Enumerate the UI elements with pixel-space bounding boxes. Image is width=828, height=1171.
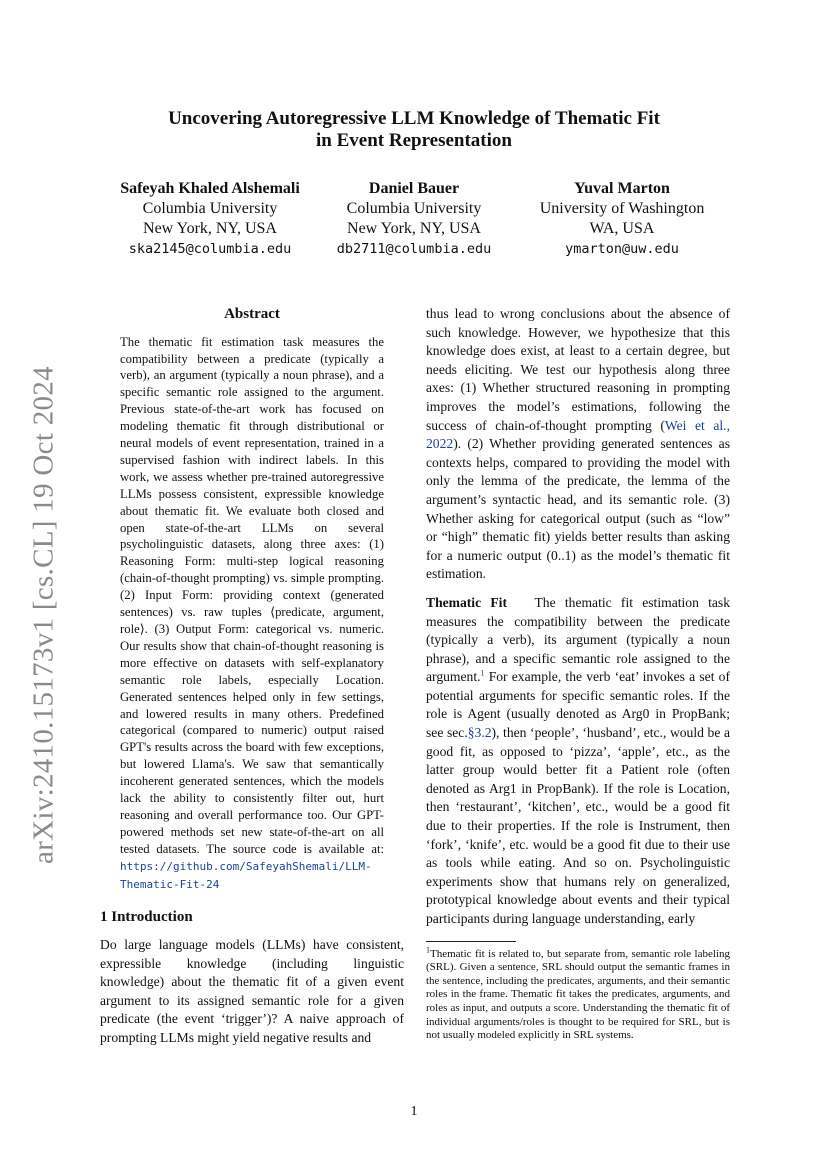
author-1	[100, 179, 320, 259]
title-line-1: Uncovering Autoregressive LLM Knowledge of Thematic Fit	[168, 108, 660, 129]
author-2	[304, 179, 524, 259]
footnote	[426, 944, 730, 1043]
citation-wei[interactable]: Wei et al., 2022	[426, 417, 730, 452]
author-affiliation: University of Washington	[539, 200, 705, 217]
thematic-fit-paragraph	[426, 594, 730, 929]
thematic-fit-heading: Thematic Fit	[426, 594, 507, 610]
author-location: New York, NY, USA	[143, 220, 277, 237]
left-column	[100, 305, 404, 1048]
author-email: ska2145@columbia.edu	[128, 241, 292, 257]
right-column	[426, 305, 730, 1043]
section-reference[interactable]: §3.2	[467, 725, 492, 741]
abstract-heading: Abstract	[224, 306, 280, 322]
author-3	[512, 179, 732, 259]
arxiv-id-text: arXiv:2410.15173v1 [cs.CL] 19 Oct 2024	[27, 366, 60, 864]
author-affiliation: Columbia University	[142, 200, 278, 217]
author-name: Safeyah Khaled Alshemali	[120, 180, 300, 197]
author-email: ymarton@uw.edu	[565, 241, 679, 257]
paragraph-gap	[426, 584, 730, 594]
author-email: db2711@columbia.edu	[336, 241, 492, 257]
author-location: WA, USA	[589, 220, 655, 237]
page-number: 1	[410, 1104, 418, 1119]
paragraph-text: thus lead to wrong conclusions about the absence of such knowledge. However, we hypothesize that this knowledge does exist, at least to a certain degree, but needs eliciting. We test our hypothesis along three axes: (1) Whether structured reasoning in prompting improves the model’s estimations, following the success of chain-of-thought prompting (	[426, 306, 730, 433]
author-location: New York, NY, USA	[347, 220, 481, 237]
footnote-number: 1	[426, 944, 430, 954]
abstract-text: The thematic fit estimation task measures the compatibility between a predicate (typically a verb), an argument (typically a noun phrase), and a specific semantic role assigned to the argument. Previous state-of-the-art work has focused on modeling thematic fit through distributional or neural models of event representation, trained in a supervised fashion with indirect labels. In this work, we assess whether pre-trained autoregressive LLMs possess consistent, expressible knowledge about thematic fit. We evaluate both closed and open state-of-the-art LLMs on several psycholinguistic datasets, along three axes: (1) Reasoning Form: multi-step logical reasoning (chain-of-thought prompting) vs. simple prompting. (2) Input Form: providing context (generated sentences) vs. raw tuples ⟨predicate, argument, role⟩. (3) Output Form: categorical vs. numeric. Our results show that chain-of-thought reasoning is more effective on datasets with self-explanatory semantic role labels, especially Location. Generated sentences helped only in few settings, and lowered results in many others. Predefined categorical (compared to numeric) output raised GPT's results across the board with few exceptions, but lowered Llama's. We saw that semantically incoherent generated sentences, which the models lack the ability to consistently filter out, hurt reasoning and overall performance too. Our GPT-powered methods set new state-of-the-art on all tested datasets. The source code is available at:	[120, 334, 384, 856]
paragraph-text: ), then ‘people’, ‘husband’, etc., would be a good fit, as opposed to ‘pizza’, ‘apple’, etc., as the latter group would better fit a Patient role (often denoted as Arg1 in PropBank). If the role is Location, then ‘restaurant’, ‘kitchen’, etc., would be a good fit due to their properties. If the role is Instrument, then ‘fork’, ‘knife’, etc. would be a good fit due to their use as tools while eating. And so on. Psycholinguistic experiments show that humans rely on generalized, prototypical knowledge about events and their typical participants during language understanding, early	[426, 725, 730, 926]
paragraph-text: The thematic fit estimation task measures the compatibility between the predicate (typically a verb), its argument (typically a noun phrase), and a specific semantic role assigned to the argument.	[426, 594, 731, 685]
arxiv-identifier	[20, 365, 68, 865]
paper-title	[100, 108, 728, 152]
hypothesis-paragraph	[426, 305, 730, 584]
paragraph-text: ). (2) Whether providing generated sentences as contexts helps, compared to providing the model with only the lemma of the predicate, the lemma of the argument’s syntactic head, and its semantic role. (3) Whether asking for categorical output (such as “low” or “high” thematic fit) yields better results than asking for a numeric output (0..1) as the model’s thematic fit estimation.	[426, 436, 730, 582]
author-name: Daniel Bauer	[368, 180, 460, 197]
footnote-text: Thematic fit is related to, but separate from, semantic role labeling (SRL). Given a sentence, SRL should output the semantic frames in the sentence, including the predicates, arguments, and their semantic roles in the frame. Thematic fit takes the predicates, arguments, and roles as input, and outputs a score. Understanding the thematic fit of individual arguments/roles is thought to be required for SRL, but is not usually modeled explicitly in SRL systems.	[426, 947, 730, 1042]
author-affiliation: Columbia University	[346, 200, 482, 217]
section-heading-introduction: 1 Introduction	[100, 908, 193, 925]
footnote-divider	[426, 941, 516, 942]
author-name: Yuval Marton	[574, 180, 670, 197]
paragraph-text: For example, the verb ‘eat’ invokes a set of potential arguments for specific semantic roles. If the role is Agent (usually denoted as Arg0 in PropBank; see sec.	[426, 669, 730, 741]
intro-paragraph: Do large language models (LLMs) have consistent, expressible knowledge (including linguistic knowledge) about the thematic fit of a given event argument to its assigned semantic role for a given predicate (the event ‘trigger’)? A naive approach of prompting LLMs might yield negative results and	[100, 937, 404, 1046]
title-line-2: in Event Representation	[316, 130, 512, 151]
footnote-marker[interactable]: 1	[480, 668, 485, 678]
source-code-link[interactable]: https://github.com/SafeyahShemali/LLM-Thematic-Fit-24	[120, 859, 372, 891]
abstract	[120, 334, 384, 894]
